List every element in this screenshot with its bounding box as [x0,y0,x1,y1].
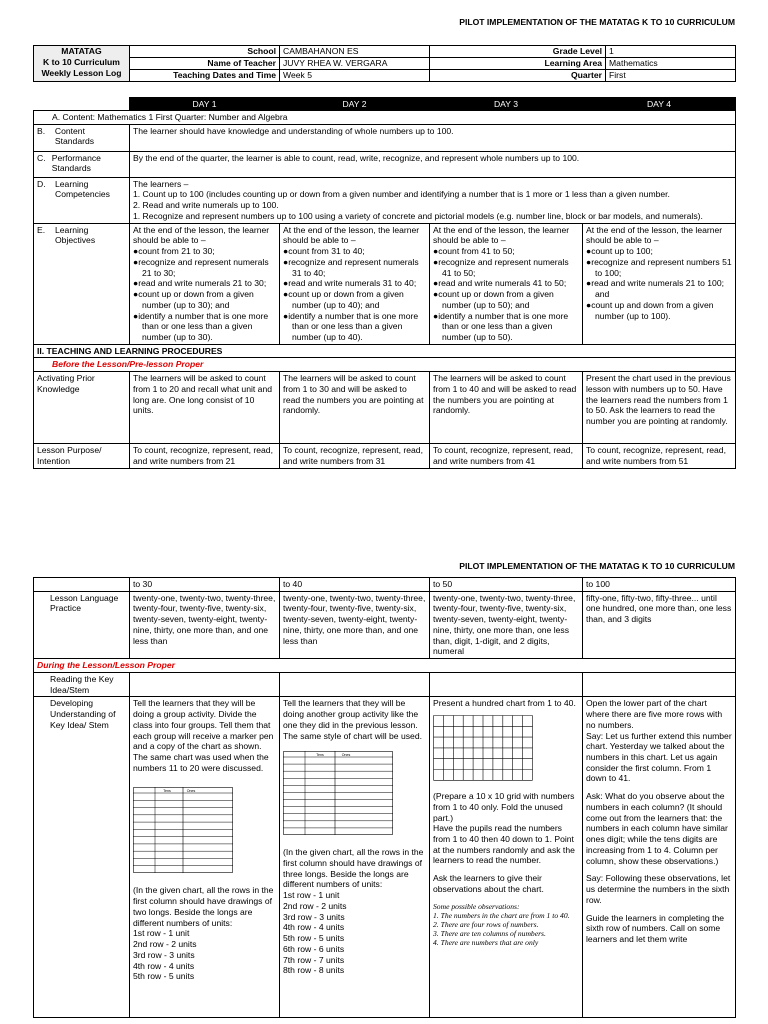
content-standards-label: B. Content Standards [34,124,130,151]
competencies-text: The learners – 1. Count up to 100 (includes counting up or down from a given number and identifying a number that is 1 more or 1 less than a given number. 2. Read and write numerals up to 100. 1. Recognize and represent numbers up to 100 using a variety of concrete and pictorial models (e.g. number line, block or bar models, and numerals). [130,177,736,223]
page-2-header-title: PILOT IMPLEMENTATION OF THE MATATAG K TO 10 CURRICULUM [459,561,735,571]
learning-area-label: Learning Area [430,58,606,70]
activating-day-1: The learners will be asked to count from 1 to 20 and recall what unit and long are. One long consist of 10 units. [130,372,280,444]
purpose-day-1: To count, recognize, represent, read, and write numbers from 21 [130,444,280,468]
chart-tens-label: Tens [163,789,171,794]
content-standards-text: The learner should have knowledge and understanding of whole numbers up to 100. [130,124,736,151]
grade-level-value: 1 [606,46,736,58]
developing-day-4: Open the lower part of the chart where there are five more rows with no numbers. Say: Let us further extend this number chart. Yesterday we talked about the numbers in this chart. Let us again consider the first column. From 1 down to 41. Ask: What do you observe about the numbers in each column? (It should come out from the learners that: the numbers in each column have similar ones digit; while the tens digits are increasing from 1 to 4. Column per column, show these observations.) Say: Following these observations, let us determine the numbers in the sixth row. Guide the learners in completing the sixth row of numbers. Call on some learners and let them write [583,697,736,1018]
quarter-label: Quarter [430,70,606,82]
objectives-day-2: At the end of the lesson, the learner should be able to – ●count from 31 to 40; ●recognize and represent numerals 31 to 40; ●read and write numerals 31 to 40; ●count up or down from a given number (up to 40); and ●identify a number that is one more than or one less than a given number (up to 40). [280,223,430,344]
chart-tens-label: Tens [316,753,324,758]
teacher-label: Name of Teacher [130,58,280,70]
tens-ones-chart-day-2 [283,751,393,835]
purpose-day-3: To count, recognize, represent, read, and write numbers from 41 [430,444,583,468]
day-1-header: DAY 1 [130,98,280,111]
content-row: A. Content: Mathematics 1 First Quarter: Number and Algebra [34,111,736,125]
objectives-day-4: At the end of the lesson, the learner should be able to – ●count up to 100; ●recognize and represent numbers 51 to 100; ●read and write numerals 21 to 100; and ●count up and down from a given number (up to 100). [583,223,736,344]
objectives-day-3: At the end of the lesson, the learner should be able to – ●count from 41 to 50; ●recognize and represent numerals 41 to 50; ●read and write numerals 41 to 50; ●count up or down from a given number (up to 50); and ●identify a number that is one more than or one less than a given number (up to 50). [430,223,583,344]
language-day-4: fifty-one, fifty-two, fifty-three... until one hundred, one more than, one less than, and 3 digits [583,591,736,658]
header-table [33,45,736,82]
purpose-label: Lesson Purpose/ Intention [34,444,130,468]
before-lesson-heading: Before the Lesson/Pre-lesson Proper [34,358,736,372]
developing-day-3: Present a hundred chart from 1 to 40. (Prepare a 10 x 10 grid with numbers from 1 to 40 only. Fold the unused part.) Have the pupils read the numbers from 1 to 40 then 40 down to 1. Point at the numbers randomly and ask the learners to read the number. Ask the learners to give their observations about the chart. Some possible observations: 1. The numbers in the chart are from 1 to 40. 2. There are four rows of numbers. 3. There are ten columns of numbers. 4. There are numbers that are only [430,697,583,1018]
matatag-label: MATATAG K to 10 Curriculum Weekly Lesson Log [34,46,130,82]
performance-standards-label: C. Performance Standards [34,151,130,177]
purpose-cont-day-4: to 100 [583,578,736,592]
lesson-log-table-page1 [33,97,736,469]
dates-value: Week 5 [280,70,430,82]
purpose-day-4: To count, recognize, represent, read, and write numbers from 51 [583,444,736,468]
quarter-value: First [606,70,736,82]
school-value: CAMBAHANON ES [280,46,430,58]
teacher-value: JUVY RHEA W. VERGARA [280,58,430,70]
activating-day-3: The learners will be asked to count from 1 to 40 and will be asked to read the numbers you are pointing at randomly. [430,372,583,444]
activating-label: Activating Prior Knowledge [34,372,130,444]
objectives-day-1: At the end of the lesson, the learner should be able to – ●count from 21 to 30; ●recognize and represent numerals 21 to 30; ●read and write numerals 21 to 30; ●count up or down from a given number (up to 30); and ●identify a number that is one more than or one less than a given number (up to 30). [130,223,280,344]
competencies-label: D. Learning Competencies [34,177,130,223]
lesson-log-table-page2 [33,577,736,1018]
language-day-3: twenty-one, twenty-two, twenty-three, twenty-four, twenty-five, twenty-six, twenty-seven, twenty-eight, twenty-nine, thirty, one more than, one less than, digit, 1-digit, and 2 digits, numeral [430,591,583,658]
purpose-cont-day-3: to 50 [430,578,583,592]
key-idea-label: Reading the Key Idea/Stem [34,672,130,696]
objectives-label: E. Learning Objectives [34,223,130,344]
purpose-cont-day-1: to 30 [130,578,280,592]
grade-level-label: Grade Level [430,46,606,58]
language-day-1: twenty-one, twenty-two, twenty-three, twenty-four, twenty-five, twenty-six, twenty-seven, twenty-eight, twenty-nine, thirty, one more than, and one less than [130,591,280,658]
dates-label: Teaching Dates and Time [130,70,280,82]
school-label: School [130,46,280,58]
section-2-heading: II. TEACHING AND LEARNING PROCEDURES [34,344,736,358]
chart-ones-label: Ones [341,753,351,758]
developing-day-2: Tell the learners that they will be doing another group activity like the one they did in the previous lesson. The same style of chart will be used. Tens Ones (In the given chart, all the rows in the first column should have drawings of three longs. Beside the longs are different numbers of units: 1st row - 1 unit 2nd row - 2 units 3rd row - 3 units 4th row - 4 units 5th row - 5 units 6th row - 6 units 7th row - 7 units 8th row - 8 units [280,697,430,1018]
language-label: Lesson Language Practice [34,591,130,658]
language-day-2: twenty-one, twenty-two, twenty-three, twenty-four, twenty-five, twenty-six, twenty-seven, twenty-eight, twenty-nine, thirty, one more than, and one less than [280,591,430,658]
during-lesson-heading: During the Lesson/Lesson Proper [34,659,736,673]
purpose-cont-day-2: to 40 [280,578,430,592]
performance-standards-text: By the end of the quarter, the learner is able to count, read, write, recognize, and represent whole numbers up to 100. [130,151,736,177]
purpose-day-2: To count, recognize, represent, read, and write numbers from 31 [280,444,430,468]
day-4-header: DAY 4 [583,98,736,111]
chart-ones-label: Ones [186,789,196,794]
hundred-chart-grid [433,715,533,781]
tens-ones-chart-day-1 [133,787,233,873]
day-3-header: DAY 3 [430,98,583,111]
learning-area-value: Mathematics [606,58,736,70]
activating-day-2: The learners will be asked to count from 1 to 30 and will be asked to read the numbers you are pointing at randomly. [280,372,430,444]
day-2-header: DAY 2 [280,98,430,111]
developing-label: Developing Understanding of Key Idea/ Stem [34,697,130,1018]
developing-day-1: Tell the learners that they will be doing a group activity. Divide the class into four groups. Tell them that each group will receive a marker pen and a copy of the chart as shown. The same chart was used when the numbers 11 to 20 were discussed. Tens Ones (In the given chart, all the rows in the first column should have drawings of two longs. Beside the longs are different numbers of units: 1st row - 1 unit 2nd row - 2 units 3rd row - 3 units 4th row - 4 units 5th row - 5 units [130,697,280,1018]
activating-day-4: Present the chart used in the previous lesson with numbers up to 50. Have the learners read the numbers from 1 to 50. Ask the learners to read the number you are pointing at randomly. [583,372,736,444]
page-header-title: PILOT IMPLEMENTATION OF THE MATATAG K TO 10 CURRICULUM [459,17,735,27]
